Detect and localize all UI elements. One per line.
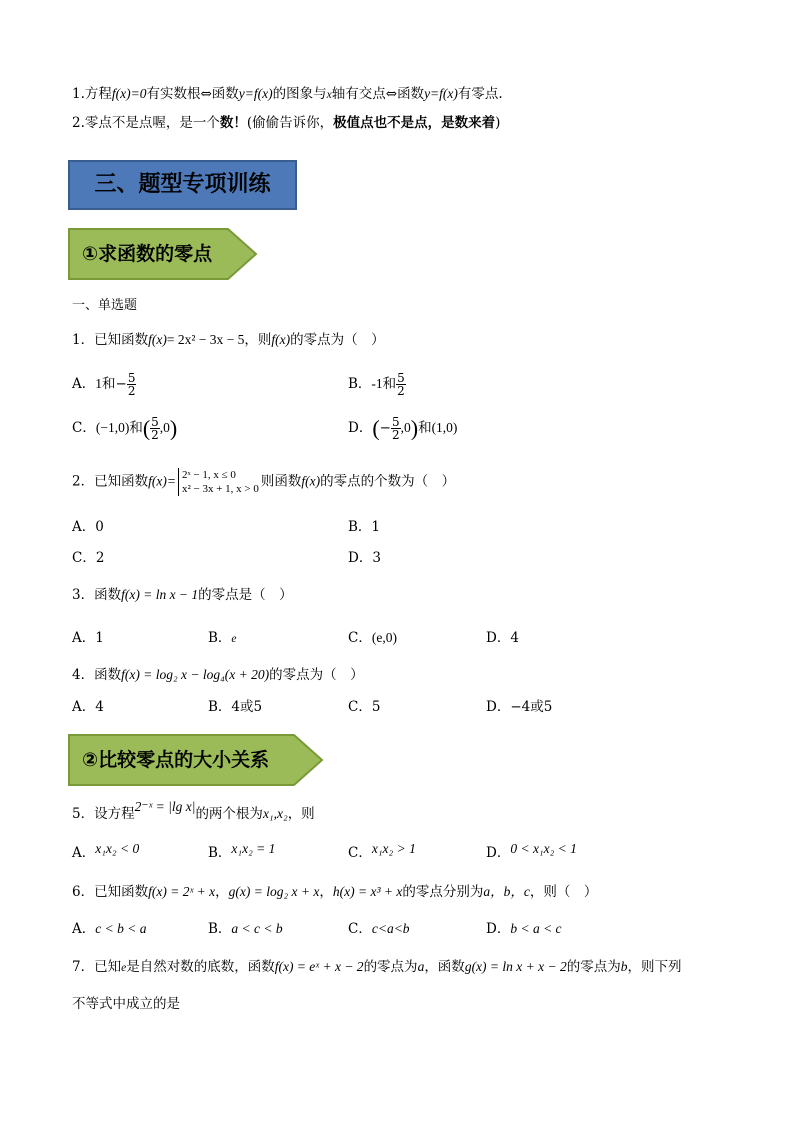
q4-option-c[interactable]: C．5 <box>348 699 381 715</box>
q1-option-d[interactable]: D．(− $\frac{5}{2}$ ,0)和(1,0) <box>348 415 458 442</box>
q3-stem: 3．函数f(x) = ln x − 1的零点是（ ） <box>72 587 293 603</box>
q5-option-a[interactable]: A．x₁x₂ < 0 <box>72 841 140 861</box>
topic-tag-1 <box>68 228 258 280</box>
q4-option-a[interactable]: A．4 <box>72 699 104 715</box>
section-banner: 三、题型专项训练 <box>68 160 297 210</box>
q3-option-c[interactable]: C．(e,0) <box>348 630 397 646</box>
topic-1-title: ①求函数的零点 <box>82 243 213 265</box>
q1-option-c[interactable]: C．(−1,0)和( $\frac{5}{2}$ ,0) <box>72 415 178 442</box>
iff-symbol: ⇔ <box>385 86 398 102</box>
q6-stem: 6．已知函数f(x) = 2ˣ + x，g(x) = log₂ x + x，h(x) = x³ + x的零点分别为a，b，c，则（ ） <box>72 884 598 900</box>
q3-option-a[interactable]: A．1 <box>72 630 104 646</box>
q7-stem-line2: 不等式中成立的是 <box>72 996 180 1012</box>
q4-stem: 4．函数f(x) = log₂ x − log₄(x + 20)的零点为（ ） <box>72 667 364 683</box>
q6-option-c[interactable]: C．c<a<b <box>348 921 410 937</box>
q2-option-b[interactable]: B．1 <box>348 519 381 535</box>
fraction: $\frac{5}{2}$ <box>397 371 405 398</box>
q5-option-b[interactable]: B．x₁x₂ = 1 <box>208 841 276 861</box>
q5-stem: 5．设方程2⁻ˣ = |lg x|的两个根为x₁,x₂，则 <box>72 799 315 822</box>
iff-symbol: ⇔ <box>200 86 212 102</box>
q3-option-b[interactable]: B．e <box>208 630 237 646</box>
topic-2-title: ②比较零点的大小关系 <box>82 749 270 771</box>
single-choice-heading: 一、单选题 <box>72 298 138 313</box>
q6-option-a[interactable]: A．c < b < a <box>72 921 147 937</box>
topic-tag-2 <box>68 734 324 786</box>
note-2: 2.零点不是点喔，是一个数！(偷偷告诉你，极值点也不是点，是数来着) <box>72 115 501 131</box>
fraction: $\frac{5}{2}$ <box>127 371 136 398</box>
q6-option-d[interactable]: D．b < a < c <box>486 921 562 937</box>
fraction: $\frac{5}{2}$ <box>151 415 159 442</box>
q5-option-c[interactable]: C．x₁x₂ > 1 <box>348 841 416 861</box>
q6-option-b[interactable]: B．a < c < b <box>208 921 283 937</box>
q4-option-d[interactable]: D．−4或5 <box>486 699 553 715</box>
q2-option-a[interactable]: A．0 <box>72 519 104 535</box>
piecewise-brace: 2ˣ − 1, x ≤ 0 x² − 3x + 1, x > 0 <box>178 468 259 496</box>
q5-option-d[interactable]: D．0 < x₁x₂ < 1 <box>486 841 577 861</box>
q2-option-c[interactable]: C．2 <box>72 550 105 566</box>
q4-option-b[interactable]: B．4或5 <box>208 699 263 715</box>
q1-option-b[interactable]: B．-1和 $\frac{5}{2}$ <box>348 371 405 398</box>
q2-stem: 2．已知函数f(x)= 2ˣ − 1, x ≤ 0 x² − 3x + 1, x > 0 则函数f(x)的零点的个数为（ ） <box>72 469 456 495</box>
q3-option-d[interactable]: D．4 <box>486 630 519 646</box>
q7-stem: 7．已知e是自然对数的底数，函数f(x) = eˣ + x − 2的零点为a，函数g(x) = ln x + x − 2的零点为b，则下列 <box>72 959 682 975</box>
q1-option-a[interactable]: A．1和− $\frac{5}{2}$ <box>72 371 136 398</box>
q2-option-d[interactable]: D．3 <box>348 550 381 566</box>
fraction: $\frac{5}{2}$ <box>391 415 400 442</box>
note-1: 1.方程f(x)=0有实数根⇔函数y=f(x)的图象与x轴有交点⇔函数y=f(x)有零点. <box>72 86 503 102</box>
q1-stem: 1．已知函数f(x)= 2x² − 3x − 5，则f(x)的零点为（ ） <box>72 332 385 348</box>
